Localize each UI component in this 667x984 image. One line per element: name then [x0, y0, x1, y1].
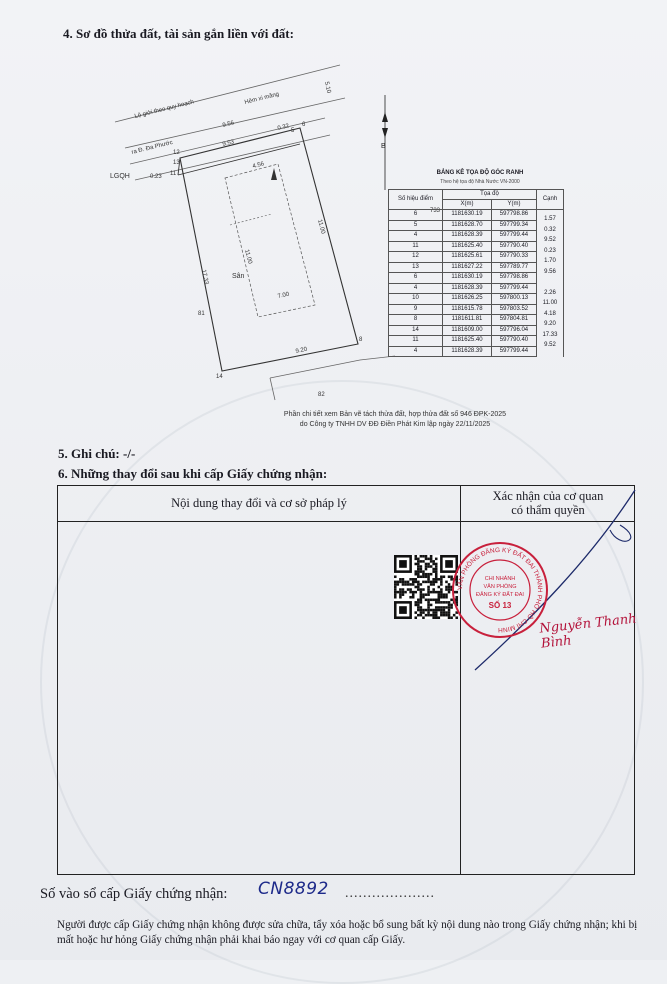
- coord-cell-edge: 0.23: [536, 247, 563, 258]
- coord-cell-y: 597798.86: [491, 273, 536, 284]
- svg-text:CHI NHÁNH: CHI NHÁNH: [484, 576, 516, 582]
- plot-note-line2: do Công ty TNHH DV ĐĐ Điền Phát Kim lập ngày 22/11/2025: [299, 421, 491, 428]
- coord-cell-x: 1181625.40: [443, 336, 492, 347]
- coordinate-table: [388, 189, 564, 357]
- coord-cell-edge: 0.32: [536, 226, 563, 237]
- coord-cell-edge: 9.52: [536, 236, 563, 247]
- coord-table-title: BẢNG KÊ TỌA ĐỘ GÓC RANH: [436, 170, 524, 176]
- svg-text:8: 8: [359, 337, 363, 343]
- svg-text:ĐĂNG KÝ ĐẤT ĐAI: ĐĂNG KÝ ĐẤT ĐAI: [476, 592, 524, 598]
- coord-cell-p: 12: [389, 252, 443, 263]
- coord-table-subtitle: Theo hệ tọa độ Nhà Nước VN-2000: [440, 179, 520, 185]
- plot-note-line1: Phần chi tiết xem Bản vẽ tách thửa đất, hợp thửa đất số 946 ĐPK-2025: [283, 411, 507, 418]
- coord-cell-edge: 9.56: [536, 268, 563, 279]
- coord-cell-x: 1181630.19: [443, 273, 492, 284]
- alley-label: Hẻm xi măng: [244, 91, 280, 106]
- changes-content-header: Nội dung thay đổi và cơ sở pháp lý: [171, 496, 347, 510]
- yard-label: Sân: [232, 273, 245, 280]
- coord-row: [389, 346, 564, 357]
- svg-text:17.33: 17.33: [200, 269, 210, 286]
- svg-text:VĂN PHÒNG: VĂN PHÒNG: [483, 584, 517, 590]
- building-outline: [225, 164, 315, 317]
- parcel-733-label: 733: [430, 208, 441, 214]
- coord-cell-edge: 9.52: [536, 341, 563, 352]
- parcel-82-label: 82: [318, 392, 325, 398]
- svg-text:11: 11: [170, 171, 177, 177]
- coord-cell-p: 14: [389, 325, 443, 336]
- svg-text:SỐ 13: SỐ 13: [488, 601, 512, 610]
- svg-text:7.00: 7.00: [277, 291, 290, 300]
- coord-cell-x: 1181609.00: [443, 325, 492, 336]
- coord-cell-y: 597799.44: [491, 283, 536, 294]
- coord-cell-edge: 17.33: [536, 331, 563, 342]
- col-point-header: Số hiệu điểm: [389, 190, 443, 210]
- serial-label: Số vào sổ cấp Giấy chứng nhận:: [40, 886, 228, 902]
- coord-cell-x: 1181625.40: [443, 241, 492, 252]
- coord-cell-y: 597796.04: [491, 325, 536, 336]
- serial-number: CN8892: [258, 879, 329, 899]
- official-stamp: [450, 540, 550, 640]
- section-6-heading: 6. Những thay đổi sau khi cấp Giấy chứng nhận:: [58, 466, 328, 481]
- svg-text:9.20: 9.20: [295, 346, 308, 355]
- col-edge-header: Cạnh: [536, 190, 563, 210]
- signature: Nguyễn Thanh Bình: [538, 611, 638, 652]
- footer-notice: Người được cấp Giấy chứng nhận không được sửa chữa, tẩy xóa hoặc bổ sung bất kỳ nội dung nào trong Giấy chứng nhận; khi bị mất hoặc hư hỏng Giấy chứng nhận phải khai báo ngay với cơ quan cấp Giấy.: [57, 919, 638, 946]
- coord-cell-edge: 4.18: [536, 310, 563, 321]
- coord-cell-y: 597790.33: [491, 252, 536, 263]
- svg-text:VĂN PHÒNG ĐĂNG KÝ ĐẤT ĐAI THÀN: VĂN PHÒNG ĐĂNG KÝ ĐẤT ĐAI THÀNH PHỐ HỒ CHÍ MINH: [456, 546, 544, 634]
- section-4-heading: 4. Sơ đồ thửa đất, tài sản gắn liền với đất:: [63, 26, 294, 41]
- svg-text:4.56: 4.56: [252, 161, 265, 170]
- parcel-81-label: 81: [198, 311, 205, 317]
- road-label: ra Đ. Đa Phước: [131, 139, 174, 156]
- coord-cell-p: 6: [389, 210, 443, 221]
- lgqh-label: LGQH: [110, 173, 130, 180]
- col-x-header: X(m): [443, 200, 492, 210]
- coord-cell-p: 9: [389, 304, 443, 315]
- svg-text:0.23: 0.23: [150, 174, 162, 180]
- plot-boundary: [180, 128, 358, 371]
- coord-cell-y: 597789.77: [491, 262, 536, 273]
- coord-cell-y: 597799.34: [491, 220, 536, 231]
- coord-cell-y: 597803.52: [491, 304, 536, 315]
- svg-text:9.56: 9.56: [222, 120, 235, 129]
- coord-cell-p: 4: [389, 283, 443, 294]
- coord-cell-edge: 1.57: [536, 215, 563, 226]
- svg-text:9.53: 9.53: [222, 139, 235, 148]
- authority-header-line2: có thẩm quyền: [511, 503, 585, 517]
- coord-cell-p: 10: [389, 294, 443, 305]
- planning-line-label: Lộ giới theo quy hoạch: [134, 99, 195, 120]
- coord-cell-x: 1181625.61: [443, 252, 492, 263]
- planning-line-mid: [125, 98, 345, 148]
- coord-cell-p: 4: [389, 231, 443, 242]
- plot-note: [205, 410, 585, 430]
- coord-cell-y: 597790.40: [491, 241, 536, 252]
- coord-cell-y: 597790.40: [491, 336, 536, 347]
- coord-cell-x: 1181630.19: [443, 210, 492, 221]
- coord-cell-x: 1181615.78: [443, 304, 492, 315]
- coord-cell-x: 1181628.39: [443, 283, 492, 294]
- qr-code: [394, 555, 458, 619]
- coord-cell-y: 597799.44: [491, 346, 536, 357]
- coord-cell-edge: 11.00: [536, 299, 563, 310]
- svg-text:12: 12: [173, 150, 180, 156]
- authority-header-line1: Xác nhận của cơ quan: [492, 489, 604, 503]
- svg-text:5.10: 5.10: [323, 81, 332, 94]
- coord-cell-x: 1181628.39: [443, 346, 492, 357]
- coord-cell-x: 1181611.81: [443, 315, 492, 326]
- coord-cell-y: 597800.13: [491, 294, 536, 305]
- coord-cell-p: 11: [389, 336, 443, 347]
- section-5-heading: 5. Ghi chú: -/-: [58, 446, 136, 461]
- coord-cell-edge: 1.70: [536, 257, 563, 268]
- coord-cell-x: 1181628.39: [443, 231, 492, 242]
- coord-cell-y: 597798.86: [491, 210, 536, 221]
- coord-cell-x: 1181626.25: [443, 294, 492, 305]
- col-coord-header: Tọa độ: [443, 190, 537, 200]
- svg-text:14: 14: [216, 374, 223, 380]
- svg-text:0.32: 0.32: [277, 123, 290, 132]
- coord-cell-p: 11: [389, 241, 443, 252]
- coord-cell-edge: 9.20: [536, 320, 563, 331]
- coord-cell-edge: 2.26: [536, 289, 563, 300]
- coord-cell-x: 1181628.70: [443, 220, 492, 231]
- col-y-header: Y(m): [491, 200, 536, 210]
- coord-cell-p: 8: [389, 315, 443, 326]
- coord-cell-y: 597799.44: [491, 231, 536, 242]
- north-label: B: [381, 143, 386, 150]
- coord-cell-p: 5: [389, 220, 443, 231]
- svg-text:11.00: 11.00: [243, 248, 253, 265]
- coord-row: [389, 273, 564, 284]
- coord-cell-p: 6: [389, 273, 443, 284]
- serial-dots: ....................: [345, 886, 435, 901]
- svg-text:11.00: 11.00: [316, 218, 326, 235]
- svg-text:13: 13: [173, 160, 180, 166]
- coord-cell-p: 4: [389, 346, 443, 357]
- coord-cell-p: 13: [389, 262, 443, 273]
- svg-text:6: 6: [302, 122, 306, 128]
- coord-cell-x: 1181627.22: [443, 262, 492, 273]
- coord-cell-y: 597804.81: [491, 315, 536, 326]
- svg-text:5: 5: [291, 128, 295, 134]
